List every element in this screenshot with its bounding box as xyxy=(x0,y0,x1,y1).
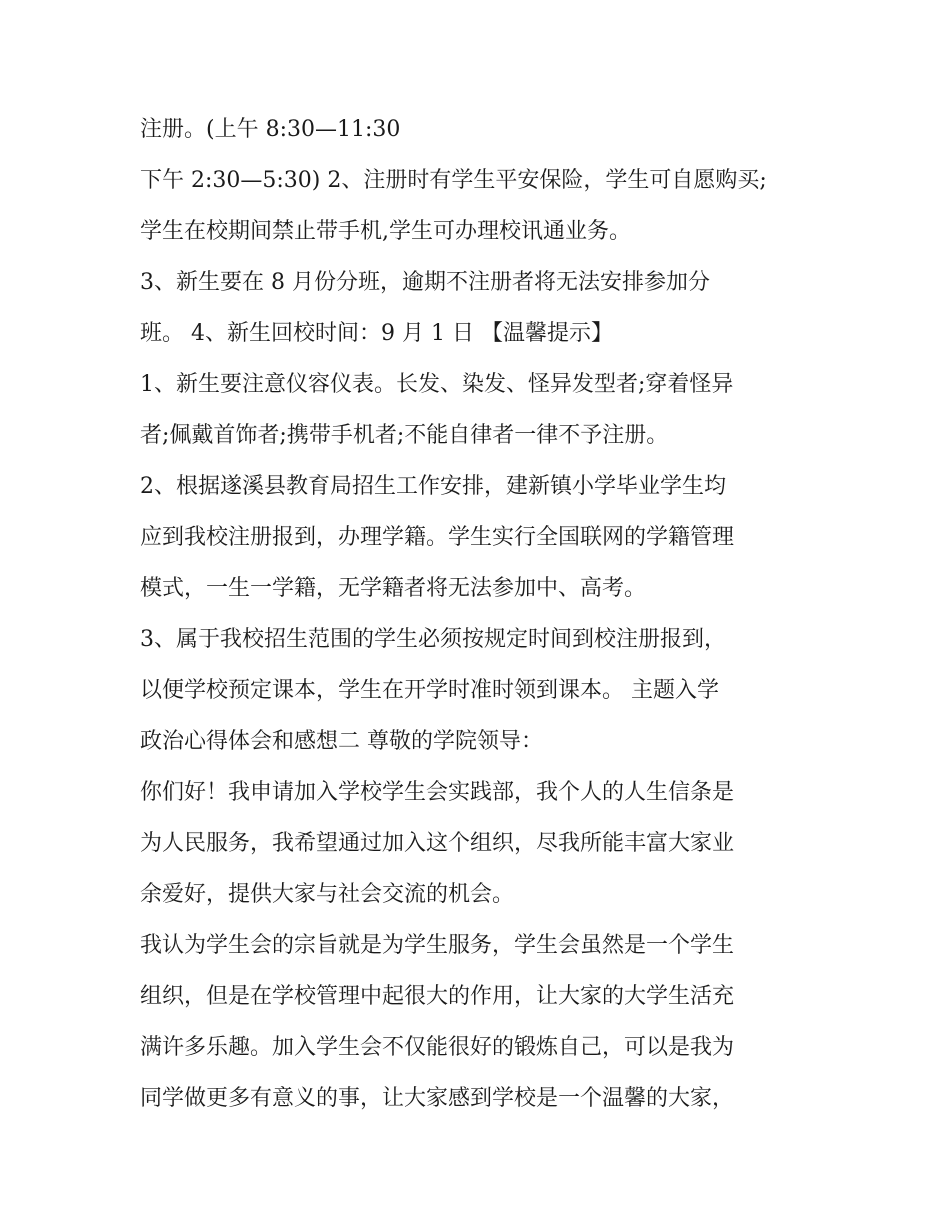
text-line: 3、属于我校招生范围的学生必须按规定时间到校注册报到， xyxy=(140,627,726,652)
text-line: 学生在校期间禁止带手机,学生可办理校讯通业务。 xyxy=(140,219,631,244)
text-line: 余爱好，提供大家与社会交流的机会。 xyxy=(140,882,515,907)
text-line: 我认为学生会的宗旨就是为学生服务，学生会虽然是一个学生 xyxy=(140,933,735,958)
text-line: 组织，但是在学校管理中起很大的作用，让大家的大学生活充 xyxy=(140,984,735,1009)
text-line: 下午 2:30—5:30) 2、注册时有学生平安保险，学生可自愿购买; xyxy=(140,168,767,193)
text-line: 注册。(上午 8:30—11:30 xyxy=(140,117,401,142)
text-line: 政治心得体会和感想二 尊敬的学院领导： xyxy=(140,729,543,754)
text-line: 3、新生要在 8 月份分班，逾期不注册者将无法安排参加分 xyxy=(140,270,710,295)
text-line: 你们好！我申请加入学校学生会实践部，我个人的人生信条是 xyxy=(140,780,735,805)
text-line: 以便学校预定课本，学生在开学时准时领到课本。 主题入学 xyxy=(140,678,719,703)
text-line: 应到我校注册报到，办理学籍。学生实行全国联网的学籍管理 xyxy=(140,525,735,550)
text-line: 1、新生要注意仪容仪表。长发、染发、怪异发型者;穿着怪异 xyxy=(140,372,734,397)
text-line: 2、根据遂溪县教育局招生工作安排，建新镇小学毕业学生均 xyxy=(140,474,726,499)
text-line: 为人民服务，我希望通过加入这个组织，尽我所能丰富大家业 xyxy=(140,831,735,856)
text-line: 满许多乐趣。加入学生会不仅能很好的锻炼自己，可以是我为 xyxy=(140,1035,735,1060)
text-line: 同学做更多有意义的事，让大家感到学校是一个温馨的大家， xyxy=(140,1086,735,1111)
text-line: 班。 4、新生回校时间：9 月 1 日 【温馨提示】 xyxy=(140,321,613,346)
text-line: 模式，一生一学籍，无学籍者将无法参加中、高考。 xyxy=(140,576,647,601)
document-body xyxy=(140,112,820,1132)
text-line: 者;佩戴首饰者;携带手机者;不能自律者一律不予注册。 xyxy=(140,423,669,448)
